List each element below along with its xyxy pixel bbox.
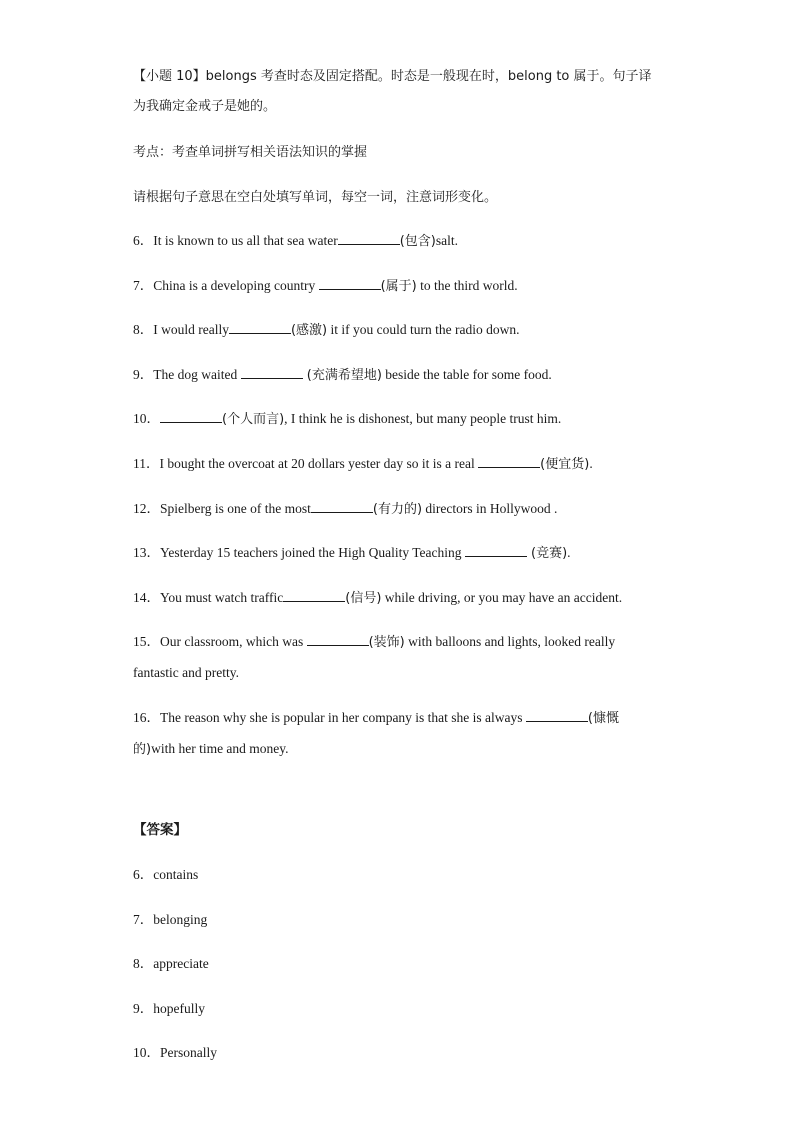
chinese-hint: (竞赛) <box>526 546 568 561</box>
question-text: Yesterday 15 teachers joined the High Quality Teaching <box>160 545 465 560</box>
question-text: I bought the overcoat at 20 dollars yester day so it is a real <box>159 456 479 471</box>
question-number: 16． <box>133 710 160 725</box>
question-text-end: it if you could turn the radio down. <box>327 322 520 337</box>
question-number: 11． <box>133 456 160 471</box>
question-number: 9． <box>133 367 154 382</box>
answer-text: contains <box>153 867 199 882</box>
instruction-text: 请根据句子意思在空白处填写单词，每空一词，注意词形变化。 <box>133 190 498 205</box>
question-number: 6． <box>133 233 154 248</box>
question-6 <box>133 232 673 251</box>
answer-number: 9． <box>133 1001 154 1016</box>
question-text-end: directors in Hollywood . <box>422 501 558 516</box>
question-text: I would really <box>153 322 229 337</box>
answer-blank[interactable] <box>319 277 381 290</box>
chinese-hint: (慷慨 <box>587 711 619 726</box>
question-15 <box>133 633 673 652</box>
answer-number: 8． <box>133 956 154 971</box>
answer-number: 10． <box>133 1045 160 1060</box>
question-text-end: with balloons and lights, looked really <box>404 634 616 649</box>
answer-blank[interactable] <box>526 709 588 722</box>
answer-7 <box>133 911 673 929</box>
explanation-line-1: 【小题 10】belongs 考查时态及固定搭配。时态是一般现在时，belong to 属于。句子译 <box>133 69 652 84</box>
question-text: It is known to us all that sea water <box>153 233 338 248</box>
question-text-end: salt. <box>435 233 458 248</box>
question-text: You must watch traffic <box>160 590 284 605</box>
question-text: China is a developing country <box>153 278 319 293</box>
chinese-hint: (便宜货) <box>540 457 590 472</box>
chinese-hint: (装饰) <box>368 635 405 650</box>
question-text-end: . <box>589 456 593 471</box>
question-number: 14． <box>133 590 160 605</box>
question-text: Spielberg is one of the most <box>160 501 311 516</box>
answer-blank[interactable] <box>307 633 369 646</box>
answer-number: 7． <box>133 912 154 927</box>
question-15-continuation: fantastic and pretty. <box>133 665 239 680</box>
question-text: Our classroom, which was <box>160 634 307 649</box>
chinese-hint: (属于) <box>380 279 417 294</box>
answer-blank[interactable] <box>241 366 303 379</box>
question-number: 13． <box>133 545 160 560</box>
chinese-hint: (充满希望地) <box>302 368 382 383</box>
chinese-hint: (有力的) <box>372 502 423 517</box>
question-number: 12． <box>133 501 160 516</box>
question-16-continuation <box>133 740 673 759</box>
explanation-line-2: 为我确定金戒子是她的。 <box>133 99 277 114</box>
question-number: 15． <box>133 634 160 649</box>
chinese-hint: (包含) <box>399 234 436 249</box>
answer-6 <box>133 866 673 884</box>
question-8 <box>133 321 673 340</box>
chinese-hint: (感激) <box>290 323 328 338</box>
answer-blank[interactable] <box>160 410 222 423</box>
chinese-hint: (信号) <box>345 591 382 606</box>
question-text-end: while driving, or you may have an accident. <box>381 590 623 605</box>
question-text-end: to the third world. <box>416 278 518 293</box>
question-text: The reason why she is popular in her company is that she is always <box>160 710 526 725</box>
question-text-end: . <box>567 545 571 560</box>
answer-blank[interactable] <box>311 500 373 513</box>
question-text-end: beside the table for some food. <box>381 367 552 382</box>
question-text-end: , I think he is dishonest, but many people trust him. <box>284 411 562 426</box>
answer-text: Personally <box>160 1045 217 1060</box>
question-11 <box>133 455 673 474</box>
question-14 <box>133 589 673 608</box>
question-7 <box>133 277 673 296</box>
answer-blank[interactable] <box>478 455 540 468</box>
answer-8 <box>133 955 673 973</box>
chinese-hint: (个人而言) <box>222 412 285 427</box>
question-text: The dog waited <box>153 367 241 382</box>
answer-9 <box>133 1000 673 1018</box>
answer-blank[interactable] <box>229 321 291 334</box>
question-16 <box>133 709 673 728</box>
question-9 <box>133 366 673 385</box>
question-number: 7． <box>133 278 154 293</box>
question-12 <box>133 500 673 519</box>
question-13 <box>133 544 673 563</box>
answer-text: belonging <box>153 912 208 927</box>
question-text-end: with her time and money. <box>151 741 289 756</box>
answer-blank[interactable] <box>338 232 400 245</box>
chinese-hint: 的) <box>133 742 152 757</box>
answer-blank[interactable] <box>283 589 345 602</box>
answer-blank[interactable] <box>465 544 527 557</box>
question-number: 10． <box>133 411 160 426</box>
question-number: 8． <box>133 322 154 337</box>
answer-number: 6． <box>133 867 154 882</box>
kaodian-note: 考点：考查单词拼写相关语法知识的掌握 <box>133 145 368 160</box>
question-10 <box>133 410 673 429</box>
answer-heading: 【答案】 <box>133 822 187 838</box>
answer-text: appreciate <box>153 956 209 971</box>
answer-text: hopefully <box>153 1001 205 1016</box>
answer-10 <box>133 1044 673 1062</box>
